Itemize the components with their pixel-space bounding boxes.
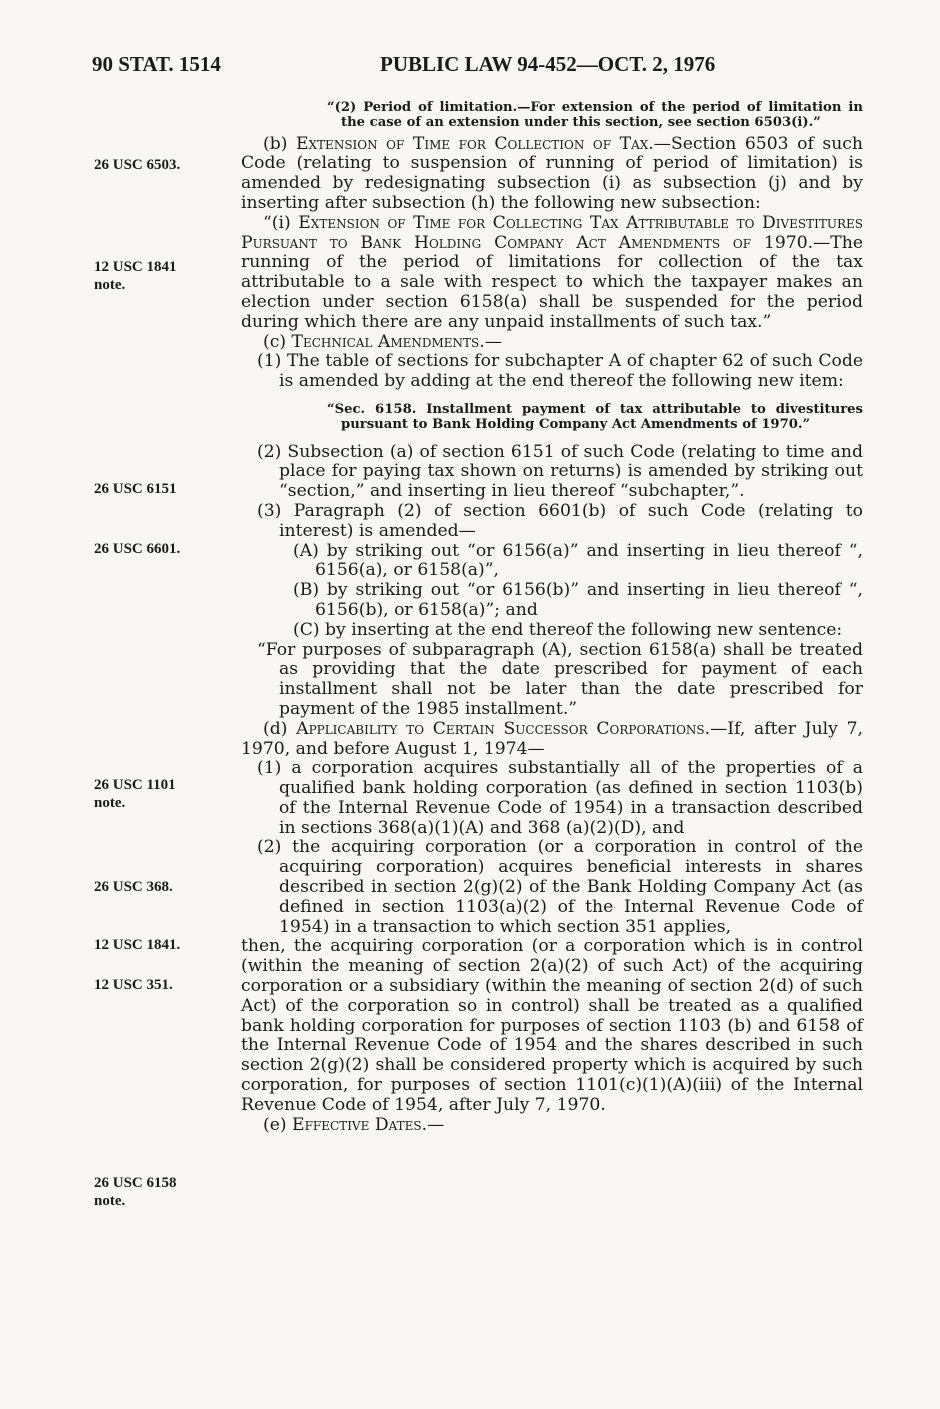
subsection-d-conclusion: then, the acquiring corporation (or a corporation which is in control (within the meaning of section 2(a)(2) of such Act) of the acquiring corporation or a subsidiary (within the meaning of section 2(d) of such Act) of the corporation so in control) shall be treated as a qualified bank holding corporation for purposes of section 1103 (b) and 6158 of the Internal Revenue Code of 1954 and the shares described in such section 2(g)(2) shall be considered property which is acquired by such corporation, for purposes of section 1101(c)(1)(A)(iii) of the Internal Revenue Code of 1954, after July 7, 1970. xyxy=(241,936,863,1115)
subsection-c xyxy=(241,333,863,353)
subsection-d xyxy=(241,720,863,760)
section-table-item: “Sec. 6158. Installment payment of tax attributable to divestitures pursuant to Bank Holding Company Act Amendments of 1970.” xyxy=(327,401,863,433)
subsection-dash: — xyxy=(484,331,502,352)
subsection-dash: — xyxy=(427,1114,445,1135)
margin-note xyxy=(94,878,173,896)
subsection-label: (e) xyxy=(263,1114,293,1135)
margin-note xyxy=(94,156,180,174)
subsection-b xyxy=(241,135,863,214)
subsection-e xyxy=(241,1116,863,1136)
period-of-limitation-note: “(2) Period of limitation.—For extension of the period of limitation in the case of an extension under this section, see section 6503(i).” xyxy=(327,100,863,131)
margin-note-line: 12 USC 351. xyxy=(94,977,173,993)
margin-note-line: 26 USC 368. xyxy=(94,879,173,895)
margin-note xyxy=(94,1174,177,1210)
paragraph-d2: (2) the acquiring corporation (or a corporation in control of the acquiring corporation) acquires beneficial interests in shares described in section 2(g)(2) of the Bank Holding Company Act (as defined in section 1103(a)(2) of the Internal Revenue Code of 1954) in a transaction to which section 351 applies, xyxy=(257,837,863,937)
paragraph-c2: (2) Subsection (a) of section 6151 of such Code (relating to time and place for paying tax shown on returns) is amended by striking out “section,” and inserting in lieu thereof “subchapter,”. xyxy=(257,441,863,502)
margin-note-line: note. xyxy=(94,1193,126,1209)
paragraph-d1: (1) a corporation acquires substantially all of the properties of a qualified bank holding corporation (as defined in section 1103(b) of the Internal Revenue Code of 1954) in a transaction described in sections 368(a)(1)(A) and 368 (a)(2)(D), and xyxy=(257,758,863,838)
statute-body xyxy=(241,100,863,1135)
subsection-heading: Extension of Time for Collection of Tax. xyxy=(295,133,654,154)
margin-note xyxy=(94,480,177,498)
margin-note xyxy=(94,776,176,812)
public-law-title: PUBLIC LAW 94-452—OCT. 2, 1976 xyxy=(380,52,716,76)
clause-c3-a: (A) by striking out “or 6156(a)” and inserting in lieu thereof “, 6156(a), or 6158(a)”, xyxy=(293,540,863,581)
margin-note-line: note. xyxy=(94,795,126,811)
subsection-heading: Technical Amendments. xyxy=(291,331,485,352)
subsection-label: (d) xyxy=(263,718,297,739)
clause-c3-b: (B) by striking out “or 6156(b)” and inserting in lieu thereof “, 6156(b), or 6158(a)”; and xyxy=(293,580,863,620)
subsection-heading: Effective Dates. xyxy=(292,1114,428,1135)
margin-note-line: 26 USC 1101 xyxy=(94,777,176,793)
paragraph-c1: (1) The table of sections for subchapter A of chapter 62 of such Code is amended by adding at the end thereof the following new item: xyxy=(257,351,863,392)
margin-note-line: 12 USC 1841 xyxy=(94,259,177,275)
paragraph-c3: (3) Paragraph (2) of section 6601(b) of such Code (relating to interest) is amended— xyxy=(257,500,863,541)
subsection-i xyxy=(241,214,863,333)
margin-note xyxy=(94,258,177,294)
subsection-label: (c) xyxy=(263,331,292,352)
margin-note xyxy=(94,976,173,994)
subsection-label: “(i) xyxy=(263,212,299,233)
margin-note-line: note. xyxy=(94,277,126,293)
quoted-sentence: “For purposes of subparagraph (A), section 6158(a) shall be treated as providing that the date prescribed for payment of each installment shall not be later than the date prescribed for payment of the 1985 installment.” xyxy=(257,639,863,719)
subsection-heading: Applicability to Certain Successor Corporations. xyxy=(296,718,711,739)
subsection-text: —The running of the period of limitations for collection of the tax attributable to a sale with respect to which the taxpayer makes an election under section 6158(a) shall be suspended for the period during which there are any unpaid installments of such tax.” xyxy=(241,232,863,332)
subsection-heading: Extension of Time for Collecting Tax Attributable to Divestitures Pursuant to Bank Holding Company Act Amendments of 1970. xyxy=(241,212,864,253)
margin-note xyxy=(94,936,180,954)
margin-note-line: 12 USC 1841. xyxy=(94,937,181,953)
subsection-text: —If, after July 7, 1970, and before August 1, 1974— xyxy=(241,718,863,759)
margin-note-line: 26 USC 6601. xyxy=(94,541,181,557)
margin-note xyxy=(94,540,180,558)
margin-note-line: 26 USC 6151 xyxy=(94,481,177,497)
clause-c3-c: (C) by inserting at the end thereof the following new sentence: xyxy=(293,619,843,640)
subsection-text: —Section 6503 of such Code (relating to suspension of running of period of limitation) is amended by redesignating subsection (i) as subsection (j) and by inserting after subsection (h) the following new subsection: xyxy=(241,133,863,213)
margin-note-line: 26 USC 6158 xyxy=(94,1175,177,1191)
page-header xyxy=(0,52,940,82)
margin-note-line: 26 USC 6503. xyxy=(94,157,181,173)
subsection-label: (b) xyxy=(263,133,296,154)
statute-citation: 90 STAT. 1514 xyxy=(92,52,221,76)
